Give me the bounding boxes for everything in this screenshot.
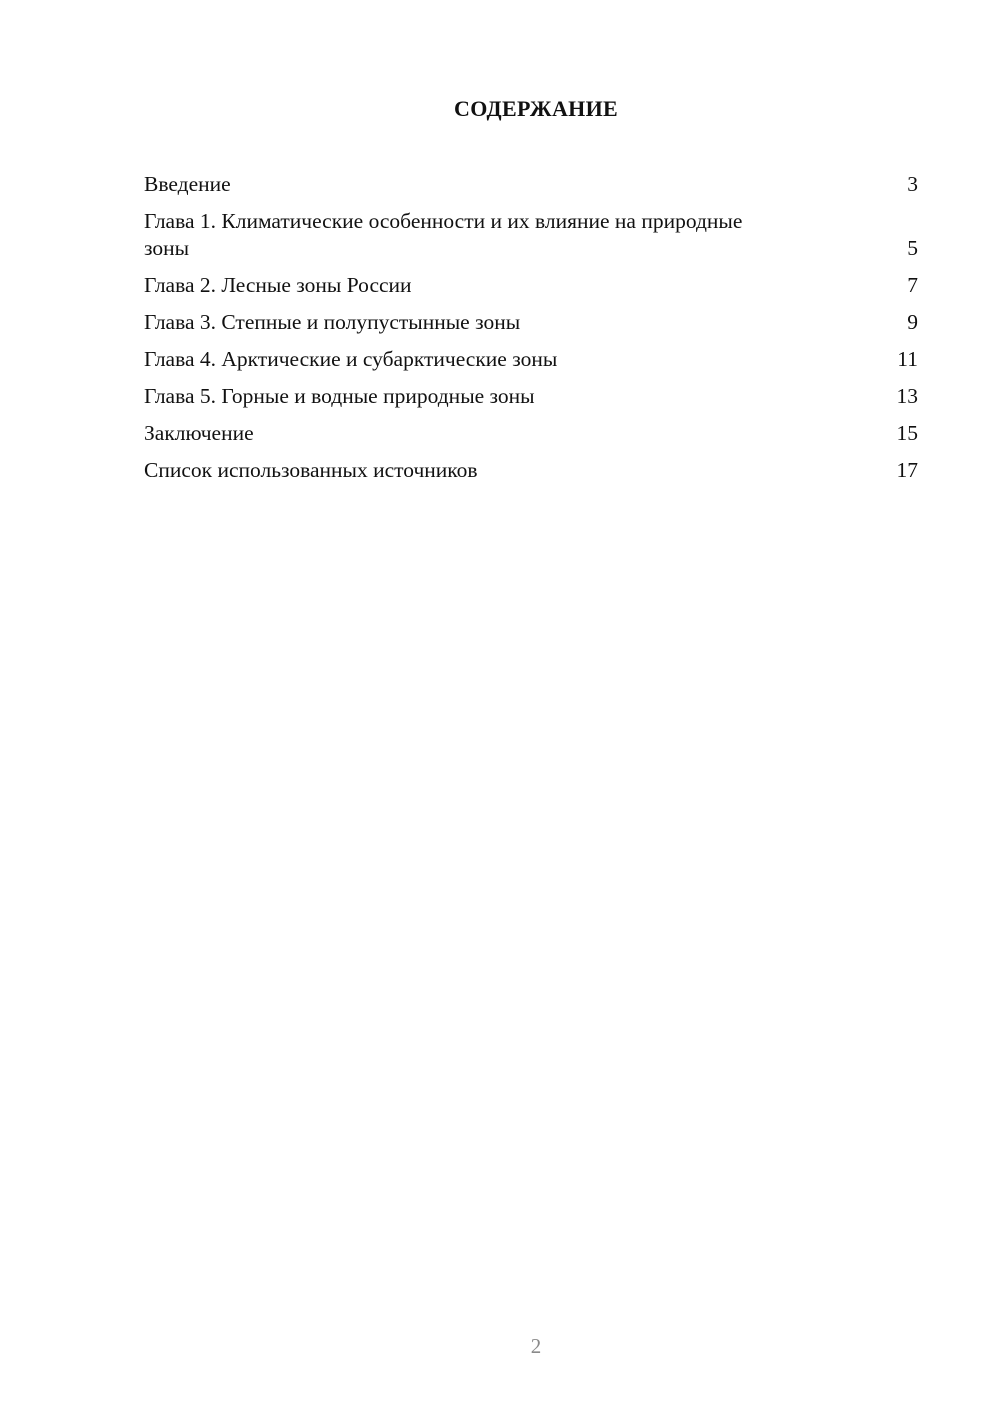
toc-entry-references: [144, 457, 918, 484]
toc-entry-title: Глава 3. Степные и полупустынные зоны: [144, 310, 521, 334]
toc-entry-page: 9: [907, 310, 918, 334]
toc-entry-title: Глава 5. Горные и водные природные зоны: [144, 384, 535, 408]
toc-entry-title: Введение: [144, 172, 231, 196]
toc-entry-title: Глава 2. Лесные зоны России: [144, 273, 412, 297]
toc-entry-introduction: [144, 171, 918, 198]
toc-entry-title: Заключение: [144, 421, 254, 445]
toc-entry-conclusion: [144, 420, 918, 447]
toc-entry-page: 11: [897, 347, 918, 371]
toc-entry-chapter-1: [144, 208, 918, 262]
toc-title: СОДЕРЖАНИЕ: [454, 96, 618, 121]
toc-entry-page: 5: [907, 236, 918, 260]
toc-entry-chapter-4: [144, 346, 918, 373]
toc-entry-page: 17: [896, 458, 918, 482]
toc-entry-title: Глава 1. Климатические особенности и их влияние на природные зоны: [144, 209, 743, 260]
toc-entry-page: 3: [907, 172, 918, 196]
toc-entry-chapter-5: [144, 383, 918, 410]
toc-entry-page: 13: [896, 384, 918, 408]
toc-entry-page: 7: [907, 273, 918, 297]
toc-entry-title: Глава 4. Арктические и субарктические зоны: [144, 347, 558, 371]
toc-entry-chapter-3: [144, 309, 918, 336]
table-of-contents: [144, 171, 918, 494]
toc-entry-page: 15: [896, 421, 918, 445]
toc-entry-title: Список использованных источников: [144, 458, 478, 482]
toc-entry-chapter-2: [144, 272, 918, 299]
page-number: 2: [530, 1334, 542, 1358]
